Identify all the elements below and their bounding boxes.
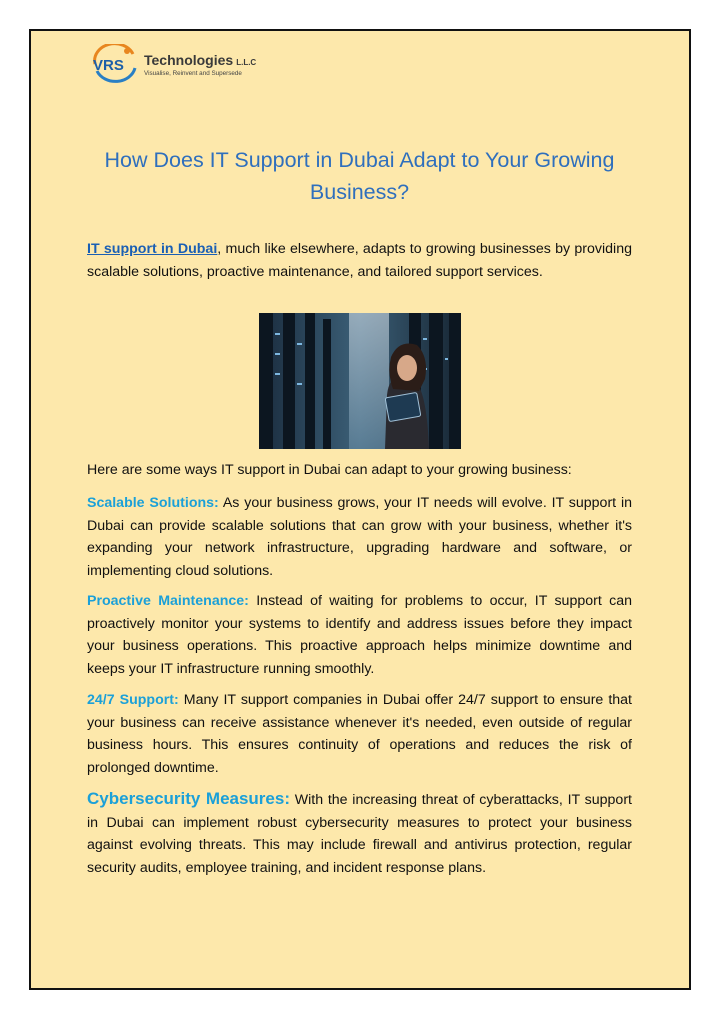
logo-tagline: Visualise, Reinvent and Supersede xyxy=(144,70,242,77)
svg-text:VRS: VRS xyxy=(93,57,124,74)
section-heading: Scalable Solutions: xyxy=(87,495,219,511)
section-heading: 24/7 Support: xyxy=(87,692,179,708)
section-text: As your business grows, your IT needs will evolve. IT support in Dubai can provide scalable solutions that can grow with your business, whether it's expanding your network infrastructure, upgrading hardware and software, or implementing cloud solutions. xyxy=(87,495,633,579)
lead-in-paragraph: Here are some ways IT support in Dubai can adapt to your growing business: xyxy=(87,462,572,478)
it-support-link[interactable]: IT support in Dubai xyxy=(87,241,218,257)
section-text: Instead of waiting for problems to occur, IT support can proactively monitor your systems to identify and address issues before they impact your business operations. This proactive approach helps minimize downtime and keeps your IT infrastructure running smoothly. xyxy=(87,593,632,677)
section-heading: Cybersecurity Measures: xyxy=(87,789,290,808)
server-room-photo xyxy=(259,313,461,449)
section-heading: Proactive Maintenance: xyxy=(87,593,249,609)
intro-text: , much like elsewhere, adapts to growing businesses by providing scalable solutions, proactive maintenance, and tailored support services. xyxy=(87,241,632,280)
section-24-7-support xyxy=(87,689,632,779)
page-title: How Does IT Support in Dubai Adapt to Your Growing Business? xyxy=(104,148,615,204)
vrs-logo-icon xyxy=(89,44,141,84)
section-cybersecurity-measures xyxy=(87,788,632,879)
section-proactive-maintenance xyxy=(87,590,632,680)
logo-name: Technologies L.L.C xyxy=(144,52,257,68)
intro-paragraph xyxy=(87,238,632,283)
logo-suffix: L.L.C xyxy=(236,58,257,67)
section-scalable-solutions xyxy=(87,492,632,582)
company-logo xyxy=(89,44,259,86)
section-text: Many IT support companies in Dubai offer 24/7 support to ensure that your business can receive assistance whenever it's needed, even outside of regular business hours. This ensures continuity of operations and reduces the risk of prolonged downtime. xyxy=(87,692,632,776)
section-text: With the increasing threat of cyberattacks, IT support in Dubai can implement robust cybersecurity measures to protect your business against evolving threats. This may include firewall and antivirus protection, regular security audits, employee training, and incident response plans. xyxy=(87,792,632,876)
